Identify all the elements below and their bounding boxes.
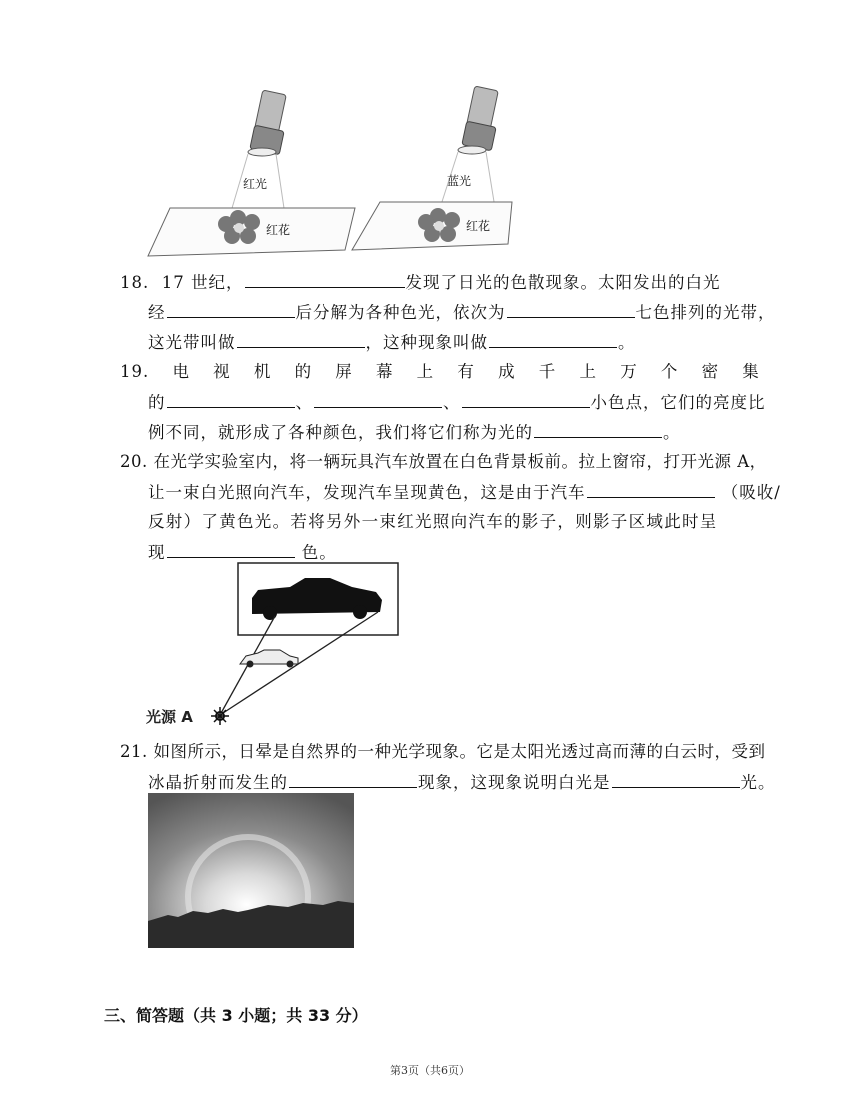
halo-photo bbox=[148, 793, 354, 948]
answer-blank[interactable] bbox=[314, 392, 442, 408]
halo-image bbox=[148, 793, 354, 948]
left-light-label: 红光 bbox=[243, 177, 268, 191]
q19-char: 万 bbox=[620, 362, 638, 381]
q20-text: 色。 bbox=[301, 543, 337, 562]
question-number: 19. bbox=[120, 362, 150, 381]
q20-text: 在光学实验室内，将一辆玩具汽车放置在白色背景板前。拉上窗帘，打开光源 A， bbox=[153, 452, 767, 471]
right-flower-label: 红花 bbox=[466, 219, 491, 233]
q19-char: 有 bbox=[457, 362, 475, 381]
q20-text: 现 bbox=[148, 543, 166, 562]
answer-blank[interactable] bbox=[237, 332, 365, 348]
left-flashlight-icon bbox=[248, 90, 286, 156]
answer-blank[interactable] bbox=[245, 272, 405, 288]
q19-char: 电 bbox=[172, 362, 190, 381]
q20-text: 让一束白光照向汽车，发现汽车呈现黄色，这是由于汽车 bbox=[148, 483, 586, 502]
q18-text: ，这种现象叫做 bbox=[365, 333, 488, 352]
section-3-heading: 三、简答题（共 3 小题；共 33 分） bbox=[104, 1006, 368, 1025]
answer-blank[interactable] bbox=[489, 332, 617, 348]
q19-char: 视 bbox=[213, 362, 231, 381]
q19-char: 集 bbox=[742, 362, 760, 381]
light-source-icon bbox=[211, 707, 229, 725]
q21-text: 现象，这现象说明白光是 bbox=[418, 773, 611, 792]
q20-text: 反射）了黄色光。若将另外一束红光照向汽车的影子，则影子区域此时呈 bbox=[148, 512, 718, 531]
car-shadow-figure bbox=[140, 560, 410, 728]
q19-char: 成 bbox=[498, 362, 516, 381]
toy-car-icon bbox=[240, 650, 298, 668]
q19-char: 个 bbox=[660, 362, 679, 381]
q19-char: 幕 bbox=[375, 362, 394, 381]
q19-char: 屏 bbox=[335, 362, 353, 381]
answer-blank[interactable] bbox=[289, 772, 417, 788]
answer-blank[interactable] bbox=[167, 392, 295, 408]
q21-text: 冰晶折射而发生的 bbox=[148, 773, 288, 792]
q18-text: 17 世纪， bbox=[161, 273, 244, 292]
answer-blank[interactable] bbox=[612, 772, 740, 788]
q18-text: 后分解为各种色光，依次为 bbox=[295, 303, 506, 322]
question-number: 21. bbox=[120, 742, 148, 761]
q19-char: 的 bbox=[294, 362, 313, 381]
q19-text: 。 bbox=[663, 423, 681, 442]
right-flashlight-icon bbox=[458, 86, 498, 154]
answer-blank[interactable] bbox=[534, 422, 662, 438]
left-flower-label: 红花 bbox=[266, 223, 291, 237]
q19-text: 、 bbox=[295, 393, 313, 412]
q18-text: 七色排列的光带， bbox=[635, 303, 776, 322]
answer-blank[interactable] bbox=[507, 302, 635, 318]
answer-blank[interactable] bbox=[587, 482, 715, 498]
q19-text: 的 bbox=[148, 393, 166, 412]
q19-text: 小色点，它们的亮度比 bbox=[590, 393, 766, 412]
q18-text: 这光带叫做 bbox=[148, 333, 236, 352]
q19-char: 千 bbox=[538, 362, 557, 381]
answer-blank[interactable] bbox=[167, 302, 295, 318]
q19-char: 上 bbox=[579, 362, 597, 381]
q18-text: 。 bbox=[618, 333, 636, 352]
q18-text: 发现了日光的色散现象。太阳发出的白光 bbox=[405, 273, 721, 292]
car-shadow-illustration bbox=[140, 560, 410, 728]
q19-char: 机 bbox=[253, 362, 272, 381]
q19-text: 、 bbox=[443, 393, 461, 412]
question-number: 20. bbox=[120, 452, 148, 471]
q19-char: 上 bbox=[416, 362, 435, 381]
answer-blank[interactable] bbox=[462, 392, 590, 408]
answer-blank[interactable] bbox=[167, 542, 295, 558]
right-light-label: 蓝光 bbox=[447, 174, 472, 188]
page-footer: 第3页（共6页） bbox=[390, 1064, 470, 1077]
light-source-label: 光源 A bbox=[146, 708, 193, 726]
q19-text: 例不同，就形成了各种颜色，我们将它们称为光的 bbox=[148, 423, 533, 442]
q19-char: 密 bbox=[701, 362, 720, 381]
q20-text: （吸收/ bbox=[721, 483, 781, 502]
q21-text: 如图所示，日晕是自然界的一种光学现象。它是太阳光透过高而薄的白云时，受到 bbox=[153, 742, 766, 761]
q21-text: 光。 bbox=[740, 773, 776, 792]
q18-text: 经 bbox=[148, 303, 166, 322]
flashlight-figure bbox=[140, 80, 525, 260]
question-number: 18. bbox=[120, 273, 150, 292]
